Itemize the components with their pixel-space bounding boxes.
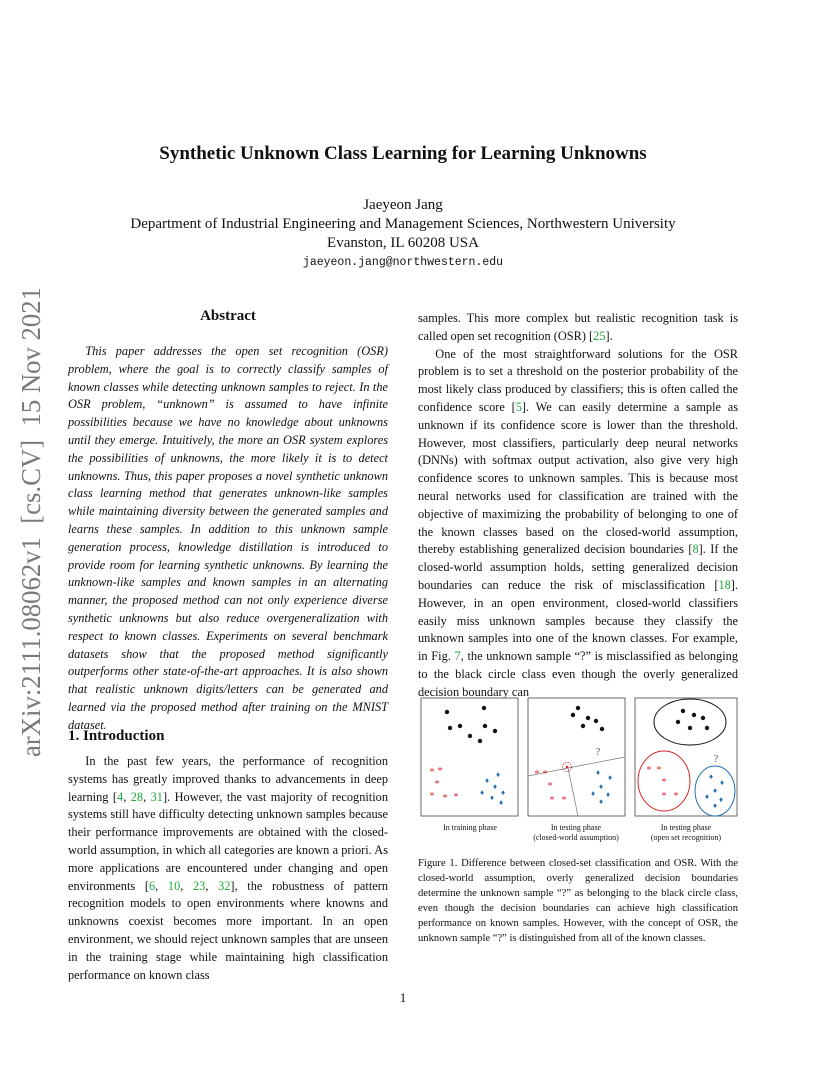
- svg-text:♦: ♦: [598, 797, 604, 806]
- text-run: ]. However, in an open environment, closed-world classifiers easily miss unknown samples because they classify the unknown samples into one of the known classes. For example, in Fig.: [418, 577, 738, 664]
- arxiv-stamp-svg: [12, 282, 48, 762]
- svg-text:*: *: [656, 765, 662, 776]
- black-class-points: [676, 709, 709, 730]
- svg-text:*: *: [534, 769, 540, 780]
- misclassified-sample-dot: [566, 766, 569, 769]
- svg-text:♦: ♦: [605, 790, 611, 799]
- panel-training-frame: [421, 698, 518, 816]
- arxiv-stamp: [12, 282, 48, 762]
- intro-paragraph-2: [418, 346, 738, 702]
- black-class-boundary: [654, 699, 726, 745]
- blue-class-points: [591, 768, 612, 806]
- svg-text:*: *: [547, 781, 553, 792]
- text-run: ]. However, the vast majority of recognition systems still have difficulty detecting unknown samples because their performance improvements are obtained with the closed-world assumption, in which all categories are known a priori. As more applications are encountered under changing and open environments [: [68, 789, 389, 893]
- svg-text:♦: ♦: [500, 788, 506, 797]
- abstract-heading: Abstract: [200, 308, 256, 324]
- svg-text:♦: ♦: [495, 770, 501, 779]
- citation-link[interactable]: 28: [130, 789, 144, 804]
- red-class-points: [647, 765, 679, 802]
- black-class-points: [571, 706, 604, 731]
- text-run: ], the robustness of pattern recognition models to open environments where knowns and unknowns coexist becomes more important. In an open environment, we should reject unknown samples that are unseen in the training stage while maintaining high classification performance on known class: [68, 878, 389, 982]
- figure-1: [418, 695, 740, 847]
- svg-text:*: *: [434, 779, 440, 790]
- svg-text:*: *: [661, 791, 667, 802]
- citation-link[interactable]: 31: [150, 789, 163, 804]
- figure-1-caption: Figure 1. Difference between closed-set classification and OSR. With the closed-world assumption, overly generalized decision boundaries determine the unknown sample “?” as belonging to the black circle class, even though the decision boundaries can achieve high classification performance on known samples. However, with the concept of OSR, the unknown sample “?” is distinguished from all of the known classes.: [418, 858, 738, 945]
- citation-link[interactable]: 25: [593, 328, 606, 343]
- text-run: ].: [605, 328, 613, 343]
- svg-text:*: *: [561, 795, 567, 806]
- unknown-sample-marker: ?: [713, 754, 719, 765]
- svg-text:♦: ♦: [718, 795, 724, 804]
- black-class-points: [445, 706, 497, 743]
- introduction-heading: 1. Introduction: [68, 728, 165, 744]
- panel-label-closed-world-line1: In testing phase: [550, 823, 602, 832]
- author-address: Evanston, IL 60208 USA: [327, 235, 479, 251]
- red-class-points: [430, 766, 459, 804]
- svg-text:♦: ♦: [712, 801, 718, 810]
- panel-closed-world-frame: [528, 698, 625, 816]
- svg-text:*: *: [542, 769, 548, 780]
- svg-text:♦: ♦: [719, 778, 725, 787]
- text-run: samples. This more complex but realistic recognition task is called open set recognition (OSR) [: [418, 311, 738, 343]
- citation-link[interactable]: 23: [192, 878, 206, 893]
- svg-text:♦: ♦: [598, 782, 604, 791]
- panel-label-osr-line1: In testing phase: [660, 823, 712, 832]
- citation-link[interactable]: 10: [167, 878, 181, 893]
- svg-text:♦: ♦: [489, 793, 495, 802]
- panel-label-closed-world-line2: (closed-world assumption): [533, 833, 619, 842]
- blue-class-points: [480, 770, 505, 807]
- author-name: Jaeyeon Jang: [363, 197, 443, 213]
- text-run: , the unknown sample “?” is misclassified as belonging to the black circle class even though the overly generalized decision boundary can: [418, 649, 738, 699]
- panel-label-osr-line2: (open set recognition): [650, 833, 722, 842]
- blue-class-points: [705, 772, 724, 810]
- citation-link[interactable]: 4: [117, 789, 124, 804]
- figure-reference-link[interactable]: 7: [454, 649, 461, 664]
- svg-text:♦: ♦: [595, 768, 601, 777]
- svg-text:♦: ♦: [590, 789, 596, 798]
- intro-paragraph-1-continued: [418, 310, 738, 346]
- author-affiliation: Department of Industrial Engineering and Management Sciences, Northwestern University: [130, 216, 676, 232]
- svg-text:*: *: [661, 777, 667, 788]
- paper-title: Synthetic Unknown Class Learning for Learning Unknowns: [159, 143, 647, 164]
- svg-text:♦: ♦: [492, 782, 498, 791]
- svg-text:♦: ♦: [479, 788, 485, 797]
- red-class-points: [535, 769, 567, 806]
- svg-text:*: *: [429, 791, 435, 802]
- citation-link[interactable]: 5: [515, 399, 522, 414]
- svg-text:♦: ♦: [708, 772, 714, 781]
- svg-text:*: *: [453, 792, 459, 803]
- right-column-body: [418, 310, 738, 702]
- citation-link[interactable]: 8: [692, 542, 699, 557]
- citation-link[interactable]: 32: [218, 878, 231, 893]
- abstract-body: [68, 343, 388, 735]
- intro-paragraph-1: In the past few years, the performance of recognition systems has greatly improved thanks to advancements in deep learning [4, 28, 31]. However, the vast majority of recognition systems still have difficulty detecting unknown samples because their performance improvements are obtained with the closed-world assumption, in which all categories are known a priori. As more applications are encountered under changing and open environments [6, 10, 23, 32], the robustness of pattern recognition models to open environments where knowns and unknowns coexist becomes more important. In an open environment, we should reject unknown samples that are unseen in the training stage while maintaining high classification performance on known class: [68, 754, 389, 982]
- page-number: 1: [399, 990, 407, 1005]
- svg-text:♦: ♦: [484, 776, 490, 785]
- figure-1-svg: [418, 695, 740, 847]
- text-run: ]. We can easily determine a sample as unknown if its confidence score is lower than the threshold. However, most classifiers, particularly deep neural networks (DNNs) with softmax output activation, also give very high confidence scores to unknown samples. This is because most neural networks used for classification are trained with the objective of maximizing the probability of belonging to one of the known classes based on the closed-world assumption, thereby establishing generalized decision boundaries [: [418, 399, 739, 557]
- svg-text:*: *: [442, 793, 448, 804]
- svg-text:♦: ♦: [498, 798, 504, 807]
- citation-link[interactable]: 6: [148, 878, 156, 893]
- svg-text:*: *: [549, 795, 555, 806]
- svg-text:♦: ♦: [712, 786, 718, 795]
- abstract-text: This paper addresses the open set recognition (OSR) problem, where the goal is to correctly classify samples of known classes while detecting unknown samples to reject. In the OSR problem, “unknown” is assumed to have infinite possibilities because we have no knowledge about unknowns until they emerge. Intuitively, the more an OSR system explores the possibilities of unknowns, the more likely it is to detect unknowns. Thus, this paper proposes a novel synthetic unknown class learning method that generates unknown-like samples while maintaining diversity between the generated samples and learns these samples. In addition to this unknown sample generation process, knowledge distillation is introduced to provide room for learning synthetic unknowns. By learning the unknown-like samples and known samples in an alternating manner, the proposed method can not only experience diverse synthetic unknowns but also reduce overgeneralization with respect to known classes. Experiments on several benchmark datasets show that the proposed method significantly outperforms other state-of-the-art approaches. It is also shown that realistic unknown digits/letters can be generated and learned via the proposed method after training on the MNIST dataset.: [68, 344, 388, 732]
- unknown-sample-marker: ?: [595, 747, 601, 758]
- citation-link[interactable]: 18: [718, 577, 731, 592]
- svg-text:*: *: [429, 767, 435, 778]
- text-run: In the past few years, the performance of recognition systems has greatly improved thanks to advancements in deep learning [: [68, 754, 388, 804]
- svg-text:*: *: [437, 766, 443, 777]
- svg-text:♦: ♦: [704, 792, 710, 801]
- introduction-body: [68, 753, 388, 984]
- svg-text:*: *: [673, 791, 679, 802]
- text-run: ]. If the closed-world assumption holds, setting generalized decision boundaries can reduce the risk of misclassification [: [418, 542, 738, 592]
- panel-label-training: In training phase: [443, 823, 497, 832]
- decision-boundaries: [528, 757, 625, 816]
- svg-text:♦: ♦: [607, 773, 613, 782]
- svg-text:*: *: [646, 765, 652, 776]
- author-email[interactable]: jaeyeon.jang@northwestern.edu: [302, 256, 504, 269]
- arxiv-stamp-text: arXiv:2111.08062v1 [cs.CV] 15 Nov 2021: [16, 282, 46, 757]
- text-run: One of the most straightforward solutions for the OSR problem is to set a threshold on the posterior probability of the most likely class produced by classifiers; this is often called the confidence score [: [418, 346, 738, 414]
